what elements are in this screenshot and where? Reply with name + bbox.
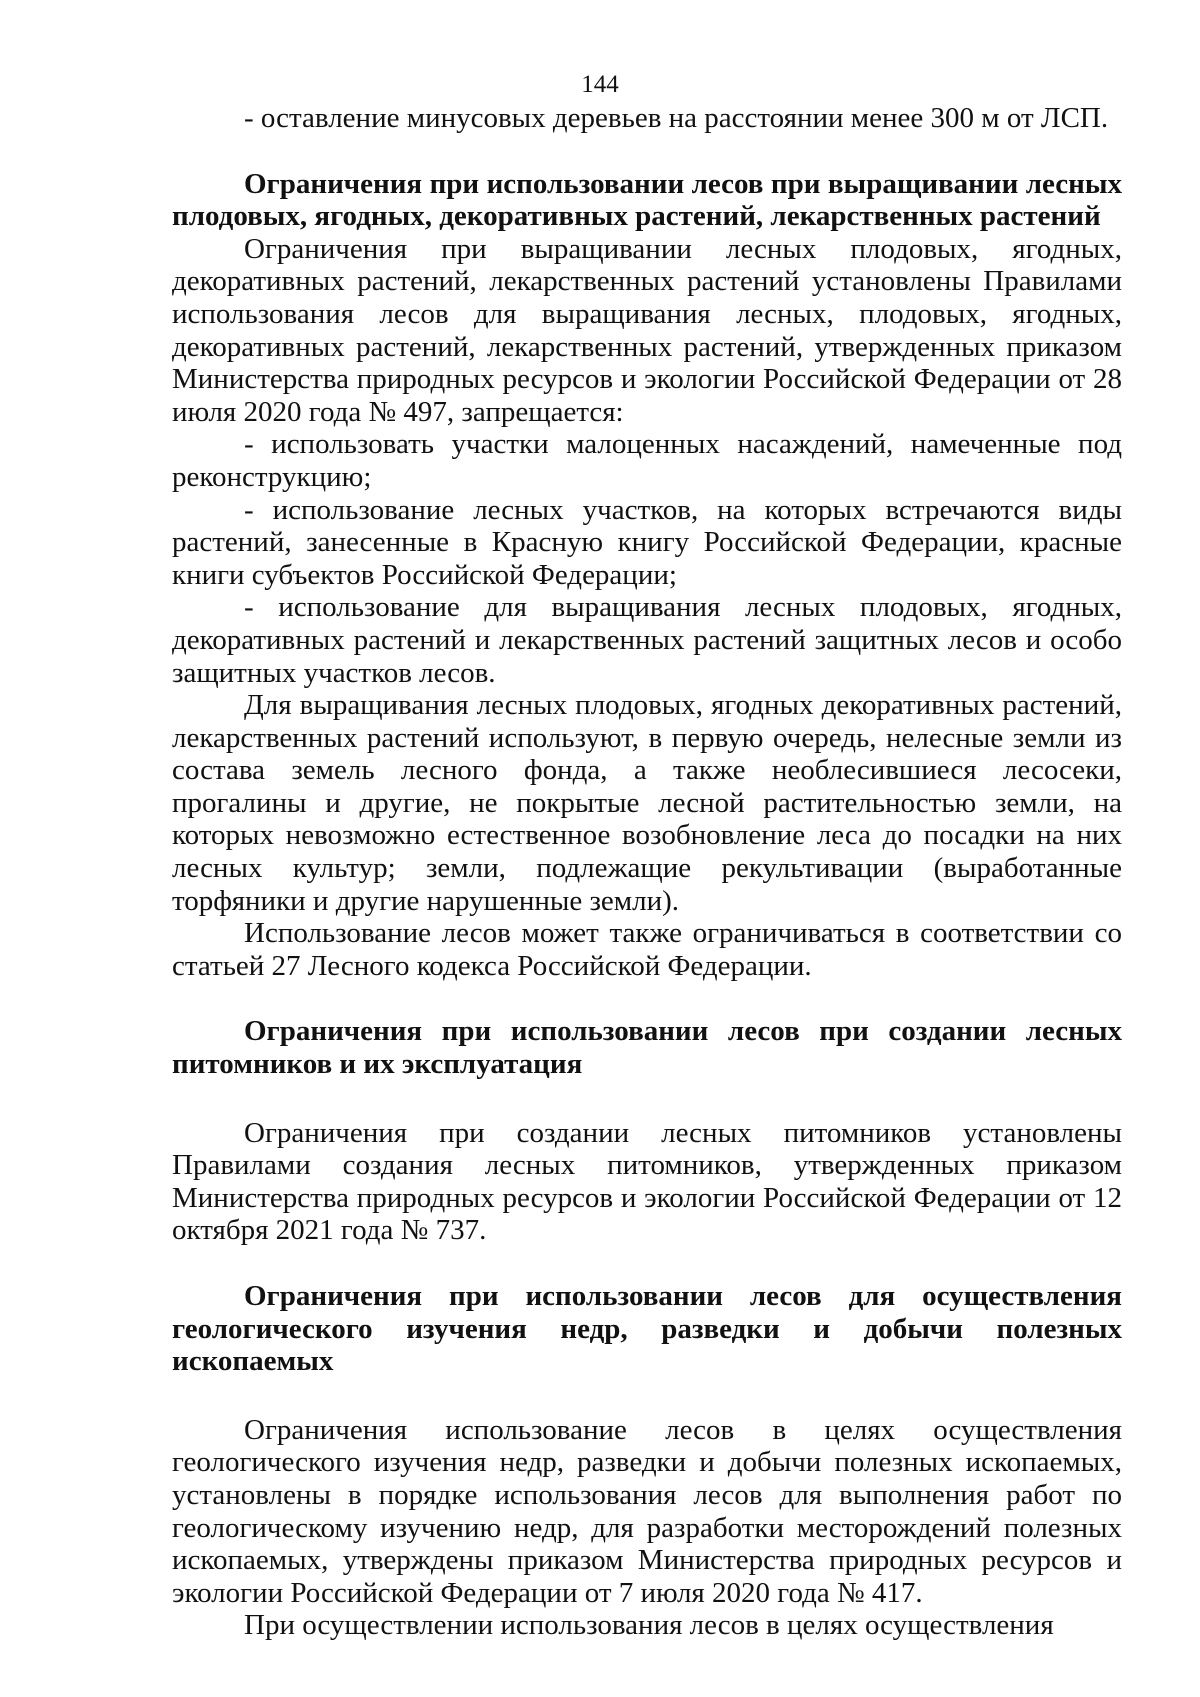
section-heading-nurseries: Ограничения при использовании лесов при создании лесных питомников и их эксплуатация [172, 1015, 1122, 1081]
paragraph-land-use: Для выращивания лесных плодовых, ягодных декоративных растений, лекарственных растений используют, в первую очередь, нелесные земли из состава земель лесного фонда, а также необлесившиеся лесосеки, прогалины и другие, не покрытые лесной растительностью земли, на которых невозможно естественное возобновление леса до посадки на них лесных культур; земли, подлежащие рекультивации (выработанные торфяники и другие нарушенные земли). [172, 689, 1122, 917]
list-item-red-book-species: - использование лесных участков, на которых встречаются виды растений, занесенные в Красную книгу Российской Федерации, красные книги субъектов Российской Федерации; [172, 493, 1122, 591]
paragraph-leftover-item: - оставление минусовых деревьев на расстоянии менее 300 м от ЛСП. [244, 102, 1109, 134]
section-spacer [172, 982, 1122, 1015]
section-spacer [172, 135, 1122, 168]
section-spacer [172, 1378, 1122, 1414]
section-heading-fruit-plants: Ограничения при использовании лесов при выращивании лесных плодовых, ягодных, декоративных растений, лекарственных растений [172, 167, 1122, 233]
section-heading-geology: Ограничения при использовании лесов для осуществления геологического изучения недр, разведки и добычи полезных ископаемых [172, 1280, 1122, 1378]
section-spacer [172, 1081, 1122, 1117]
list-item-low-value-stands: - использовать участки малоценных насаждений, намеченные под реконструкцию; [172, 428, 1122, 493]
paragraph-fruit-rules: Ограничения при выращивании лесных плодовых, ягодных, декоративных растений, лекарственных растений установлены Правилами использования лесов для выращивания лесных, плодовых, ягодных, декоративных растений, лекарственных растений, утвержденных приказом Министерства природных ресурсов и экологии Российской Федерации от 28 июля 2020 года № 497, запрещается: [172, 232, 1122, 428]
paragraph-geology-continued: При осуществлении использования лесов в целях осуществления [244, 1609, 1054, 1642]
page-number: 144 [581, 71, 619, 98]
section-spacer [172, 1247, 1122, 1280]
document-body [172, 102, 1122, 1642]
paragraph-geology-rules: Ограничения использование лесов в целях осуществления геологического изучения недр, разведки и добычи полезных ископаемых, установлены в порядке использования лесов для выполнения работ по геологическому изучению недр, для разработки месторождений полезных ископаемых, утверждены приказом Министерства природных ресурсов и экологии Российской Федерации от 7 июля 2020 года № 417. [172, 1413, 1122, 1609]
paragraph-article-27: Использование лесов может также ограничиваться в соответствии со статьей 27 Лесного кодекса Российской Федерации. [172, 917, 1122, 982]
list-item-protective-forests: - использование для выращивания лесных плодовых, ягодных, декоративных растений и лекарственных растений защитных лесов и особо защитных участков лесов. [172, 591, 1122, 689]
paragraph-nursery-rules: Ограничения при создании лесных питомников установлены Правилами создания лесных питомников, утвержденных приказом Министерства природных ресурсов и экологии Российской Федерации от 12 октября 2021 года № 737. [172, 1116, 1122, 1247]
